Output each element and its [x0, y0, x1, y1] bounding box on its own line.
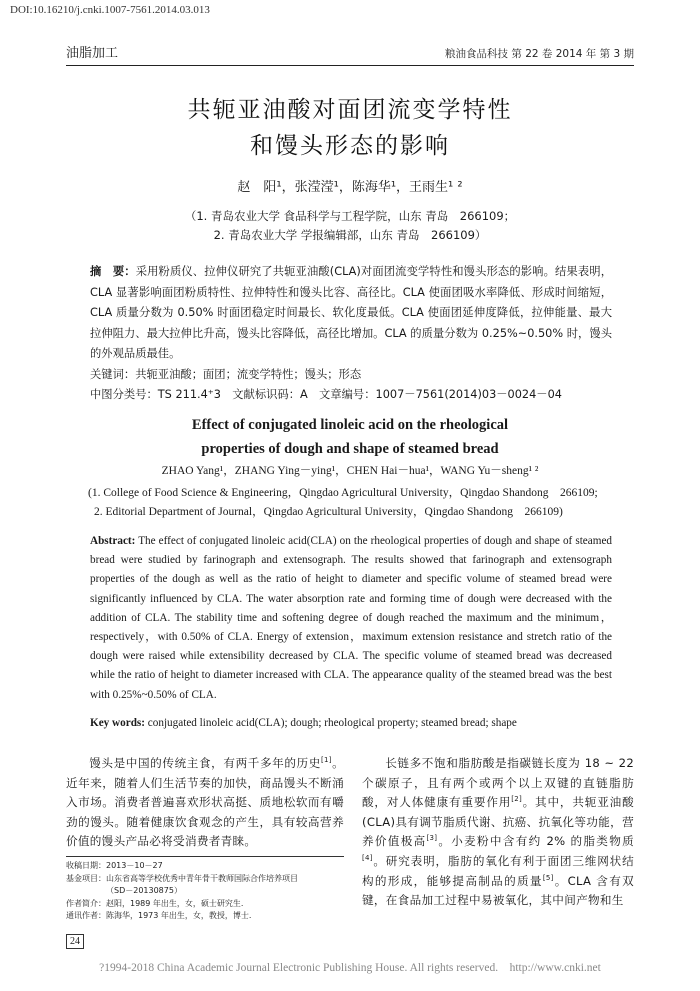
paper-title — [0, 92, 700, 164]
body-text: 长链多不饱和脂肪酸是指碳链长度为 18 ~ 22 个碳原子，且有两个或两个以上双键的直链脂肪酸，对人体健康有重要作用 — [362, 756, 634, 810]
journal-info: 粮油食品科技 第 22 卷 2014 年 第 3 期 — [445, 48, 634, 60]
english-affiliation-1: (1. College of Food Science & Engineering，Qingdao Agricultural University，Qingdao Shandong 266109; — [88, 487, 598, 499]
classification-cn: 中图分类号：TS 211.4⁺3 文献标识码：A 文章编号：1007－7561(2014)03－0024－04 — [90, 388, 562, 401]
body-text: 。研究表明，脂肪的氧化有利于面团三维网状结构的形成，能够提高制品的质量 — [362, 853, 634, 888]
title-line-1: 共轭亚油酸对面团流变学特性 — [187, 97, 513, 123]
footnote-received: 收稿日期：2013－10－27 — [66, 861, 163, 870]
citation: [4] — [362, 854, 373, 863]
english-keywords-text: conjugated linoleic acid(CLA); dough; rheological property; steamed bread; shape — [145, 717, 517, 729]
body-right-column — [362, 754, 634, 911]
body-text: 。近年来，随着人们生活节奏的加快，商品馒头不断涌入市场。消费者普遍喜欢形状高挺、质地松软而有嚼劲的馒头。随着健康饮食观念的产生，具有较高营养价值的馒头产品必将受消费者青睐。 — [66, 756, 344, 849]
body-text: 。小麦粉中含有约 2% 的脂类物质 — [437, 834, 634, 849]
footnote-divider — [66, 856, 344, 857]
authors-en: ZHAO Yang¹，ZHANG Ying－ying¹，CHEN Hai－hua¹，WANG Yu－sheng¹ ² — [161, 465, 539, 477]
body-text: 。其中，共轭亚油酸(CLA)具有调节脂质代谢、抗癌、抗氧化等功能，营养价值极高 — [362, 795, 635, 849]
citation: [3] — [426, 834, 438, 843]
english-title-line-2: properties of dough and shape of steamed bread — [201, 441, 499, 457]
title-line-2: 和馒头形态的影响 — [250, 133, 450, 159]
doi: DOI:10.16210/j.cnki.1007-7561.2014.03.013 — [10, 4, 210, 16]
keywords-en — [90, 717, 612, 729]
english-abstract-text: The effect of conjugated linoleic acid(CLA) on the rheological properties of dough and shape of steamed bread were studied by farinograph and extensograph. The results showed that farinograph and extensograph properties of the dough as well as the ratio of height to diameter and specific volume of steamed bread were significantly influenced by CLA. The water absorption rate and forming time of dough were decreased with the addition of CLA. The stability time and softening degree of dough reached the maximum and the minimum，respectively，with 0.50% of CLA. Energy of extension，maximum extension resistance and stretch ratio of the dough were raised while extensibility decreased by CLA. The specific volume of steamed bread was decreased while the ratio of height to diameter increased with CLA. The appearance quality of the steamed bread was the best with 0.25%~0.50% of CLA. — [90, 535, 612, 701]
authors-cn: 赵 阳¹，张滢滢¹，陈海华¹，王雨生¹ ² — [237, 180, 463, 195]
keywords-text: 共轭亚油酸；面团；流变学特性；馒头；形态 — [135, 368, 362, 381]
affiliations-cn — [0, 207, 700, 245]
page-number: 24 — [66, 934, 84, 949]
body-left-column — [66, 754, 344, 852]
english-affiliation-2: 2. Editorial Department of Journal，Qingdao Agricultural University，Qingdao Shandong 266109) — [94, 506, 563, 518]
running-header — [66, 44, 634, 66]
english-abstract-label: Abstract: — [90, 535, 136, 547]
copyright-watermark: ?1994-2018 China Academic Journal Electronic Publishing House. All rights reserved. http://www.cnki.net — [99, 962, 601, 974]
affiliation-1: （1. 青岛农业大学 食品科学与工程学院，山东 青岛 266109； — [184, 209, 516, 223]
body-text: 馒头是中国的传统主食，有两千多年的历史 — [89, 756, 321, 770]
citation: [2] — [511, 795, 523, 804]
body-text: 。CLA 含有双键，在食品加工过程中易被氧化，其中间产物和生 — [362, 873, 634, 908]
affiliation-2: 2. 青岛农业大学 学报编辑部，山东 青岛 266109） — [213, 228, 487, 242]
abstract-cn — [90, 262, 612, 365]
english-keywords-label: Key words: — [90, 717, 145, 729]
abstract-text: 采用粉质仪、拉伸仪研究了共轭亚油酸(CLA)对面团流变学特性和馒头形态的影响。结果表明，CLA 显著影响面团粉质特性、拉伸特性和馒头比容、高径比。CLA 使面团吸水率降低、形成时间缩短，CLA 质量分数为 0.50% 时面团稳定时间最长、软化度最低。CLA 使面团延伸度降低，拉伸能量、最大拉伸阻力、最大拉伸比升高，馒头比容降低，高径比增加。CLA 的质量分数为 0.25%~0.50% 时，馒头的外观品质最佳。 — [90, 265, 612, 360]
footnote-fund: 基金项目：山东省高等学校优秀中青年骨干教师国际合作培养项目 — [66, 873, 298, 883]
keywords-cn — [90, 365, 612, 385]
citation: [1] — [320, 756, 332, 765]
abstract-label: 摘 要： — [90, 265, 136, 278]
affiliations-en — [88, 484, 660, 522]
keywords-label: 关键词： — [90, 368, 136, 381]
english-title — [0, 413, 700, 461]
footnote-corresponding: 通讯作者：陈海华，1973 年出生，女，教授，博士. — [66, 911, 252, 920]
column-name: 油脂加工 — [66, 46, 119, 61]
footnotes — [66, 860, 344, 923]
footnote-author-bio: 作者简介：赵阳，1989 年出生，女，硕士研究生. — [66, 898, 244, 908]
english-title-line-1: Effect of conjugated linoleic acid on the rheological — [191, 417, 509, 433]
citation: [5] — [542, 873, 554, 882]
footnote-fund-id: （SD－20130875） — [106, 886, 182, 895]
abstract-en — [90, 532, 612, 705]
